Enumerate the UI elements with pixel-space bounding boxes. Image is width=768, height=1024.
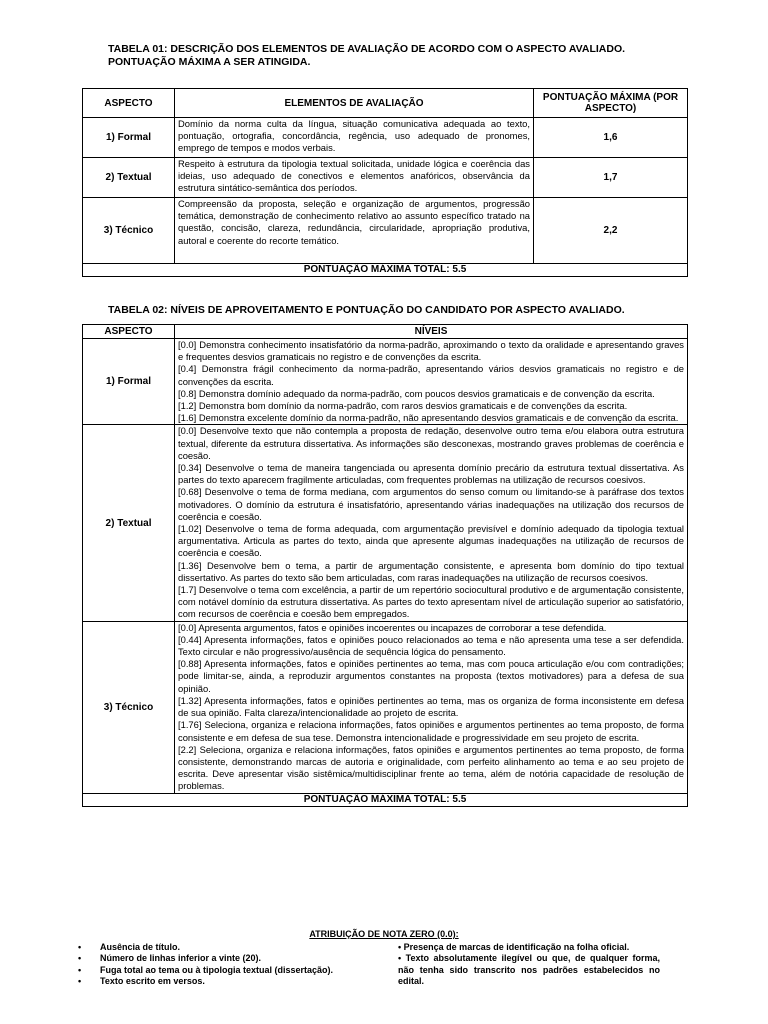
level-text: Desenvolve o tema de maneira tangenciada ou apresenta domínio precário da estrutura textual dissertativa. As partes do texto aparecem fragilmente articuladas, com frequentes problemas na utilização de recursos coesivos.: [178, 462, 684, 486]
elements-cell: Compreensão da proposta, seleção e organização de argumentos, progressão temática, demonstração de conhecimento relativo ao assunto específico tratado na questão, concisão, clareza, redundância, circularidade, apropriação produtiva, autoral e coerente do recorte temático.: [175, 198, 534, 264]
level-score: [0.88]: [178, 658, 202, 670]
level-score: [1.6]: [178, 412, 197, 424]
table-row: [83, 198, 688, 264]
aspect-cell: 3) Técnico: [83, 621, 175, 793]
level-item: [178, 462, 684, 486]
level-text: Seleciona, organiza e relaciona informações, fatos opiniões e argumentos pertinentes ao tema proposto, de forma consistente e em defesa de sua tese. Demonstra intencionalidade e progressividade em seu projeto de escrita.: [178, 719, 684, 743]
table2-title: TABELA 02: NÍVEIS DE APROVEITAMENTO E PONTUAÇÃO DO CANDIDATO POR ASPECTO AVALIADO.: [108, 304, 625, 316]
level-text: Demonstra domínio adequado da norma-padrão, com poucos desvios gramaticais e de convenção da escrita.: [196, 387, 655, 399]
level-text: Demonstra bom domínio da norma-padrão, com raros desvios gramaticais e de convenções da escrita.: [196, 400, 628, 412]
level-text: Desenvolve o tema de forma adequada, com argumentação previsível e domínio adequado da tipologia textual argumentativa. Articula as partes do texto, ainda que apresente algumas inadequações na utilização de recursos de coerência e coesão.: [178, 523, 684, 559]
level-score: [2.2]: [178, 743, 197, 755]
list-item-text: Ausência de título.: [100, 942, 181, 952]
levels-cell: [175, 621, 688, 793]
level-item: [178, 412, 684, 424]
aspect-cell: 2) Textual: [83, 425, 175, 621]
list-item-text: Fuga total ao tema ou à tipologia textual (dissertação).: [100, 964, 334, 975]
level-item: [178, 744, 684, 793]
levels-cell: [175, 425, 688, 621]
table-row: [83, 158, 688, 198]
points-cell: 2,2: [534, 198, 688, 264]
list-item-text: Número de linhas inferior a vinte (20).: [100, 953, 262, 964]
bullet-icon: •: [78, 942, 82, 952]
level-item: [178, 584, 684, 621]
level-item: [178, 486, 684, 523]
elements-cell: Respeito à estrutura da tipologia textual solicitada, unidade lógica e coerência das ideias, uso adequado de conectivos e elementos anafóricos, observância da estrutura sintático-semântica dos períodos.: [175, 158, 534, 198]
level-item: [178, 634, 684, 658]
level-text: Demonstra frágil conhecimento da norma-padrão, apresentando vários desvios gramaticais no registro e de convenções da escrita.: [178, 363, 684, 387]
list-item: • Texto absolutamente ilegível ou que, de qualquer forma, não tenha sido transcrito nos padrões estabelecidos no edital.: [398, 953, 660, 987]
table-row: [83, 118, 688, 158]
header-elements: ELEMENTOS DE AVALIAÇÃO: [175, 89, 534, 118]
list-item: [78, 976, 378, 987]
level-score: [1.02]: [178, 523, 202, 535]
level-item: [178, 622, 684, 634]
elements-cell: Domínio da norma culta da língua, situação comunicativa adequada ao texto, pontuação, ortografia, concordância, regência, uso adequado de pronomes, emprego de tempos e modos verbais.: [175, 118, 534, 158]
level-score: [0.44]: [178, 633, 202, 645]
level-score: [0.8]: [178, 387, 197, 399]
list-item: [78, 965, 378, 976]
level-text: Demonstra conhecimento insatisfatório da norma-padrão, aproximando o texto da oralidade e apresentando graves e frequentes desvios gramaticais no registro e de convenções da escrita.: [178, 339, 684, 363]
level-score: [0.0]: [178, 339, 197, 350]
list-item: [78, 942, 378, 953]
level-item: [178, 363, 684, 387]
total-row: [83, 264, 688, 277]
level-score: [1.32]: [178, 694, 202, 706]
level-item: [178, 388, 684, 400]
level-text: Desenvolve bem o tema, a partir de argumentação consistente, e apresenta bom domínio do tipo textual dissertativo. As partes do texto são bem articuladas, com raras inadequações na utilização de recursos coesivos.: [178, 559, 684, 583]
table-header-row: [83, 325, 688, 339]
total-points: PONTUAÇÃO MÁXIMA TOTAL: 5.5: [83, 793, 688, 806]
levels-table: [82, 324, 688, 807]
aspect-cell: 1) Formal: [83, 118, 175, 158]
level-item: [178, 523, 684, 560]
aspect-cell: 2) Textual: [83, 158, 175, 198]
table-row: [83, 339, 688, 425]
points-cell: 1,7: [534, 158, 688, 198]
points-cell: 1,6: [534, 118, 688, 158]
aspect-cell: 1) Formal: [83, 339, 175, 425]
level-text: Apresenta informações, fatos e opiniões pertinentes ao tema, mas os organiza de forma inconsistente em defesa de sua opinião. Falta clareza/intencionalidade ao projeto de escrita.: [178, 694, 684, 719]
level-item: [178, 339, 684, 363]
bullet-icon: •: [78, 976, 82, 987]
level-score: [0.0]: [178, 425, 197, 437]
level-text: Seleciona, organiza e relaciona informações, fatos opiniões e argumentos pertinentes ao tema proposto, de forma consistente, demonstrando marcas de autoria e originalidade, com perfeito alinhamento ao tema e ao seu projeto de escrita. Deve apresentar visão sistêmica/multidisciplinar frente ao tema, além de notória capacidade de resolução de problemas.: [178, 743, 684, 792]
level-item: [178, 719, 684, 743]
level-text: Apresenta argumentos, fatos e opiniões incoerentes ou incapazes de corroborar a tese defendida.: [196, 621, 607, 633]
level-score: [0.4]: [178, 363, 197, 375]
table-header-row: [83, 89, 688, 118]
total-points: PONTUAÇÃO MÁXIMA TOTAL: 5.5: [83, 264, 688, 277]
level-text: Desenvolve o tema de forma mediana, com argumentos do senso comum ou limitando-se à paráfrase dos textos motivadores. O domínio da estrutura é insatisfatório, apresentando várias inadequações na utilização dos recursos de coerência e coesão.: [178, 486, 684, 522]
level-text: Demonstra excelente domínio da norma-padrão, não apresentando desvios gramaticais e de convenção da escrita.: [196, 412, 679, 424]
aspect-cell: 3) Técnico: [83, 198, 175, 264]
list-item-text: Texto escrito em versos.: [100, 976, 205, 987]
zero-grade-list-left: [78, 942, 378, 988]
total-row: [83, 793, 688, 806]
level-score: [1.2]: [178, 400, 197, 412]
levels-cell: [175, 339, 688, 425]
level-item: [178, 425, 684, 462]
level-score: [1.36]: [178, 559, 202, 571]
bullet-icon: •: [78, 964, 82, 975]
level-score: [1.76]: [178, 719, 202, 731]
level-score: [1.7]: [178, 584, 197, 596]
header-max-points: PONTUAÇÃO MÁXIMA (POR ASPECTO): [534, 89, 688, 118]
table-row: [83, 425, 688, 621]
table1-title: TABELA 01: DESCRIÇÃO DOS ELEMENTOS DE AVALIAÇÃO DE ACORDO COM O ASPECTO AVALIADO. PONTUAÇÃO MÁXIMA A SER ATINGIDA.: [108, 43, 626, 68]
level-score: [0.0]: [178, 621, 197, 633]
level-text: Desenvolve o tema com excelência, a partir de um repertório sociocultural produtivo e de argumentação consistente, com notável domínio da estrutura dissertativa. As partes do texto apresentam nível de articulação superior ao satisfatório, com recursos de coerência e coesão bem empregados.: [178, 584, 685, 620]
level-item: [178, 400, 684, 412]
level-score: [0.34]: [178, 462, 202, 474]
bullet-icon: •: [78, 953, 82, 964]
zero-grade-title: ATRIBUIÇÃO DE NOTA ZERO (0.0):: [309, 929, 459, 939]
level-text: Apresenta informações, fatos e opiniões pertinentes ao tema, mas com pouca articulação e/ou com contradições; pode limitar-se, ainda, a reproduzir argumentos constantes na proposta (textos motivadores) para a defesa de sua opinião.: [178, 658, 684, 694]
list-item: • Presença de marcas de identificação na folha oficial.: [398, 942, 630, 952]
level-score: [0.68]: [178, 486, 202, 498]
table-row: [83, 621, 688, 793]
level-item: [178, 560, 684, 584]
level-item: [178, 695, 684, 719]
level-text: Desenvolve texto que não contempla a proposta de redação, desenvolve outro tema e/ou elabora outra estrutura textual, diferente da estrutura dissertativa. As informações são desconexas, mostrando graves problemas de coerência e coesão.: [178, 425, 684, 461]
list-item: [78, 953, 378, 964]
level-text: Apresenta informações, fatos e opiniões pouco relacionados ao tema e não apresenta uma tese a ser defendida. Texto circular e não progressivo/ausência de sequência lógica do pensamento.: [178, 633, 684, 658]
zero-grade-list-right: [398, 942, 660, 988]
header-levels: NÍVEIS: [175, 325, 688, 339]
evaluation-elements-table: [82, 88, 688, 277]
header-aspect: ASPECTO: [83, 89, 175, 118]
level-item: [178, 658, 684, 695]
header-aspect: ASPECTO: [83, 325, 175, 339]
